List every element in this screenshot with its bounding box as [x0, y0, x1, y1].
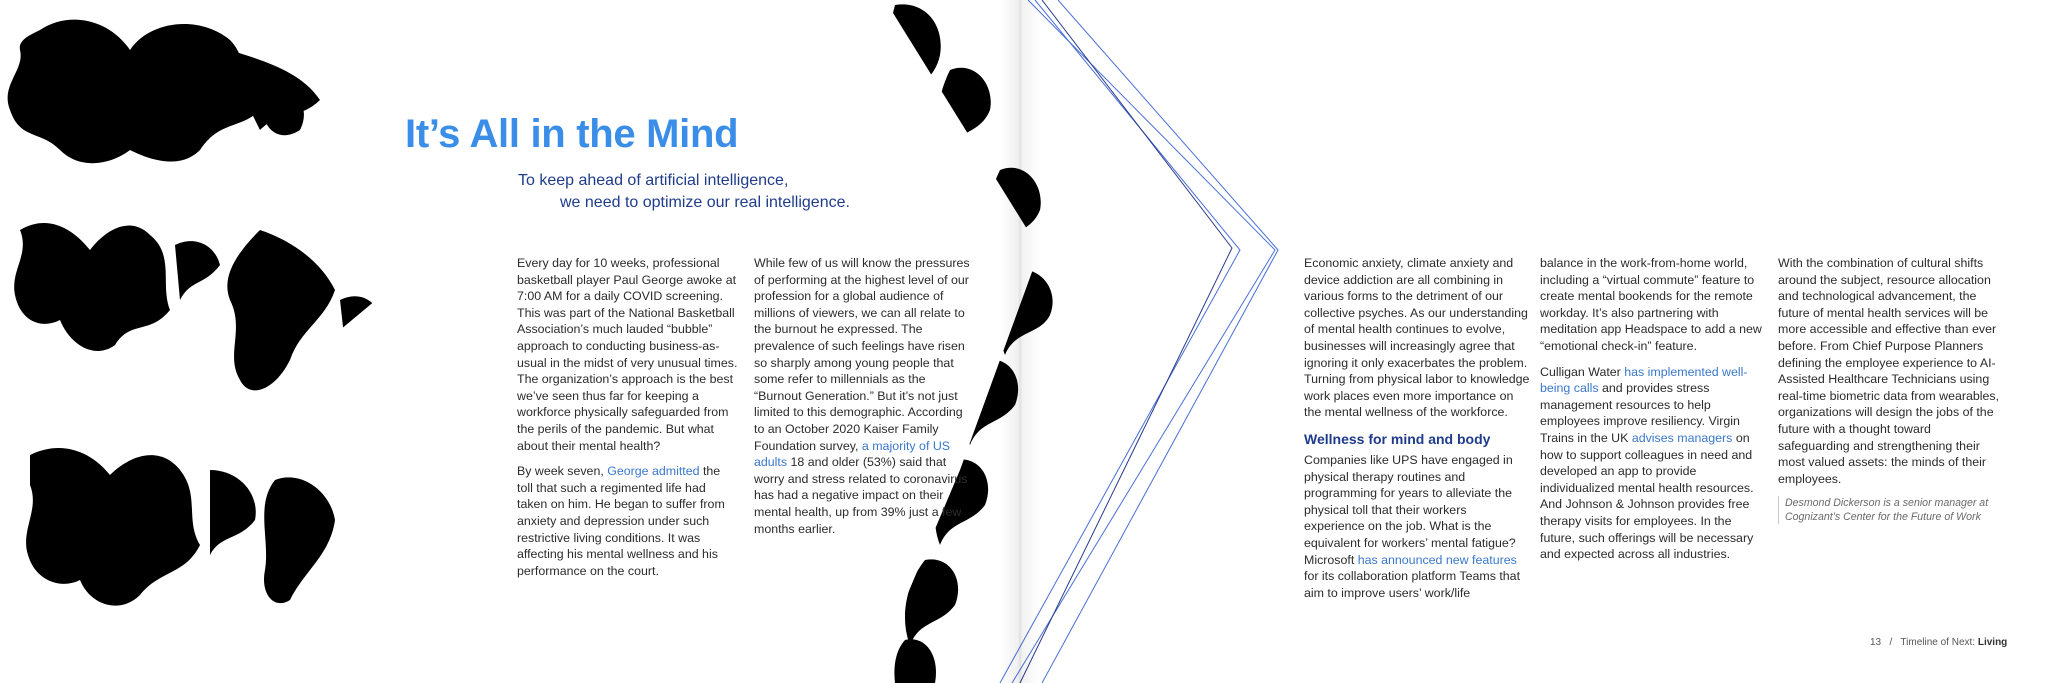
paragraph: balance in the work-from-home world, including a “virtual commute” feature to create mental bookends for the remote workday. It’s also partnering with meditation app Headspace to add a new “emotional check-in” feature. — [1540, 256, 1762, 353]
text-run: While few of us will know the pressures of performing at the highest level of our profession for a global audience of millions of viewers, we can all relate to the burnout he expressed. The prevalence of such feelings have risen so sharply among young people that some refer to millennials as the “Burnout Generation.” But it’s not just limited to this demographic. According to an October 2020 Kaiser Family Foundation survey, — [754, 256, 970, 453]
text-column-3 — [1304, 255, 1530, 610]
page-footer — [1870, 637, 2007, 648]
text-run: Culligan Water — [1540, 364, 1625, 379]
paragraph: Economic anxiety, climate anxiety and device addiction are all combining in various forms to the detriment of our collective psyches. As our understanding of mental health continues to evolve, businesses will increasingly agree that ignoring it only exacerbates the problem. Turning from physical labor to knowledge work places even more importance on the mental wellness of the workforce. — [1304, 256, 1530, 420]
page-title: It’s All in the Mind — [405, 112, 739, 156]
well-being-calls-link[interactable]: has implemented well-being calls — [1540, 364, 1748, 396]
page-number: 13 — [1870, 637, 1882, 648]
text-column-4 — [1540, 255, 1766, 572]
text-run: Companies like UPS have engaged in physical therapy routines and programming for years to alleviate the physical toll that their workers experience on the job. What is the equivalent for workers’ mental fatigue? Microsoft — [1304, 452, 1516, 567]
text-run: on how to support colleagues in need and developed an app to provide individualized mental health resources. And Johnson & Johnson provides free therapy visits for employees. In the future, such offerings will be necessary and expected across all industries. — [1540, 430, 1754, 562]
footer-series: Timeline of Next: — [1900, 637, 1978, 648]
paragraph: Every day for 10 weeks, professional basketball player Paul George awoke at 7:00 AM for a daily COVID screening. This was part of the National Basketball Association’s much lauded “bubble” approach to conducting business-as-usual in the midst of very unusual times. The organization’s approach is the best we’ve seen thus far for keeping a workforce physically safeguarded from the perils of the pandemic. But what about their mental health? — [517, 256, 738, 453]
majority-of-us-adults-link[interactable]: a majority of US adults — [754, 438, 951, 470]
page-gutter — [1000, 0, 1040, 683]
paragraph: With the combination of cultural shifts around the subject, resource allocation and technological advancement, the future of mental health services will be more accessible and effective than ever before. From Chief Purpose Planners defining the employee experience to AI-Assisted Healthcare Technicians using real-time biometric data from wearables, organizations will design the jobs of the future with a thought toward safeguarding and strengthening their most valued assets: the minds of their employees. — [1778, 256, 2000, 486]
text-run: for its collaboration platform Teams that aim to improve users’ work/life — [1304, 569, 1521, 600]
text-run: By week seven, — [517, 464, 608, 479]
text-run: 18 and older (53%) said that worry and stress related to coronavirus has had a negative impact on their mental health, up from 39% just a few months earlier. — [754, 455, 968, 536]
section-heading: Wellness for mind and body — [1304, 430, 1491, 447]
text-run: and provides stress management resources to help employees improve resiliency. Virgin Trains in the UK — [1540, 381, 1740, 445]
decorative-lines — [1000, 0, 1278, 683]
paragraph — [1304, 452, 1530, 601]
paragraph — [1540, 364, 1766, 563]
subtitle-line-1: To keep ahead of artificial intelligence, — [518, 172, 789, 189]
paragraph — [754, 255, 976, 537]
advises-managers-link[interactable]: advises managers — [1631, 430, 1733, 445]
text-column-5 — [1778, 255, 2003, 524]
inkblot-left-cluster — [8, 20, 385, 606]
author-bio: Desmond Dickerson is a senior manager at Cognizant’s Center for the Future of Work — [1778, 496, 2003, 524]
footer-section: Living — [1977, 637, 2008, 648]
text-column-1 — [517, 255, 739, 588]
text-column-2 — [754, 255, 976, 546]
announced-new-features-link[interactable]: has announced new features — [1357, 552, 1517, 567]
text-run: the toll that such a regimented life had taken on him. He began to suffer from anxiety and depression under such restrictive living conditions. It was affecting his mental wellness and his performance on the court. — [517, 464, 725, 578]
george-admitted-link[interactable]: George admitted — [607, 464, 700, 479]
subtitle-line-2: we need to optimize our real intelligence. — [560, 194, 850, 211]
paragraph — [517, 463, 739, 579]
footer-separator: / — [1889, 637, 1893, 648]
